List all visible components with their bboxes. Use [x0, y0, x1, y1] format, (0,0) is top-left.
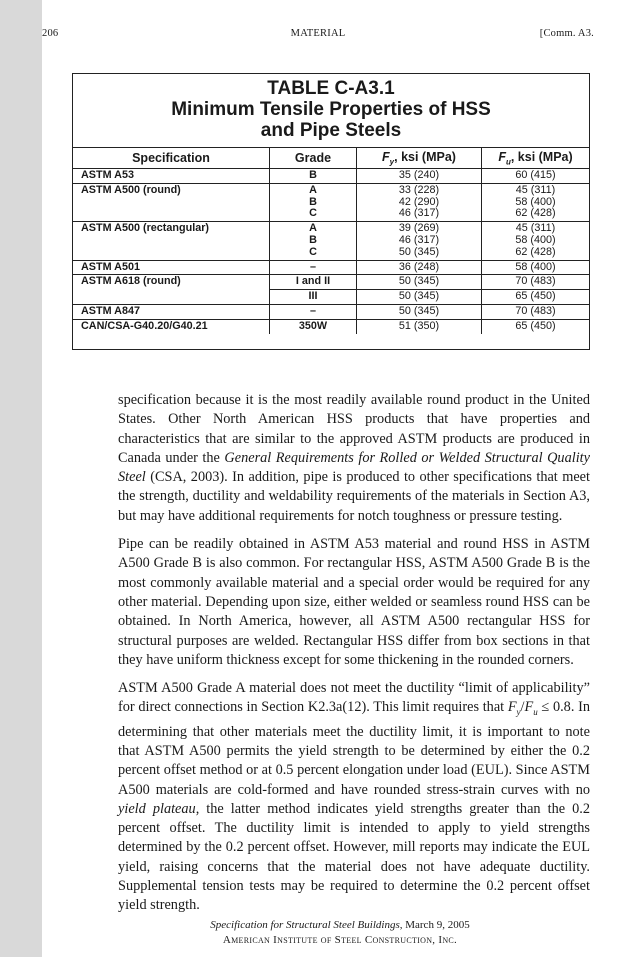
grade-cell: 350W [270, 319, 357, 333]
table-row [73, 304, 589, 319]
table-title-line: and Pipe Steels [260, 120, 402, 141]
paragraph: ASTM A500 Grade A material does not meet the ductility “limit of applicability” for direct connections in Section K2.3a(12). This limit requires that $F_y/F_u \le 0.8$. In determining that other materials meet the ductility limit, it is important to note that ASTM A500 permits the yield strength to be determined by either the 0.2 percent offset method or at 0.5 percent elongation under load (EUL). Since ASTM A500 materials are cold-formed and have rounded stress-strain curves with no yield plateau, the latter method indicates yield strengths greater than the 0.2 percent offset. The ductility limit is intended to apply to yield strengths determined by the 0.2 percent offset. However, mill reports may indicate the EUL yield, raising concerns that the material does not have adequate ductility. Supplemental tension tests may be required to determine the 0.2 percent offset yield strength. [118, 680, 590, 914]
page-number: 206 [42, 28, 59, 39]
column-header-fy: $F_y$, ksi (MPa) [357, 148, 482, 169]
fy-cell: 39 (269) 46 (317) 50 (345) [357, 222, 482, 260]
table-row [73, 183, 589, 221]
footer-publisher: American Institute of Steel Construction, Inc. [222, 934, 458, 946]
spec-cell: ASTM A53 [73, 169, 270, 184]
fy-cell: 33 (228) 42 (290) 46 (317) [357, 183, 482, 221]
table-row [73, 222, 589, 260]
fu-cell: 45 (311) 58 (400) 62 (428) [482, 183, 590, 221]
table-title-line: Minimum Tensile Properties of HSS [171, 99, 491, 120]
fy-cell: 50 (345) 50 (345) [357, 275, 482, 305]
paragraph: specification because it is the most readily available round product in the United States. Other North American HSS products that have properties and characteristics that are similar to the approved ASTM products are produced in Canada under the General Requirements for Rolled or Welded Structural Quality Steel (CSA, 2003). In addition, pipe is produced to other specifications that meet the strength, ductility and weldability requirements of the materials in Section A3, but may have additional requirements for notch toughness or pressure testing. [118, 392, 590, 524]
grade-cell: – [270, 260, 357, 275]
column-header-grade: Grade [270, 148, 357, 169]
fu-cell: 70 (483) [482, 304, 590, 319]
fu-cell: 58 (400) [482, 260, 590, 275]
table-header-row [73, 148, 589, 169]
fy-cell: 51 (350) [357, 319, 482, 333]
properties-table [73, 147, 589, 334]
section-title: MATERIAL [290, 28, 346, 39]
fu-cell: 65 (450) [515, 319, 556, 332]
footer-spec-line: Specification for Structural Steel Buildings, March 9, 2005 [210, 919, 470, 931]
page-footer [42, 918, 638, 948]
table-row [73, 260, 589, 275]
spec-cell: ASTM A500 (rectangular) [73, 222, 270, 260]
fu-cell: 60 (415) [482, 169, 590, 184]
column-header-specification: Specification [73, 148, 270, 169]
fy-cell: 35 (240) [357, 169, 482, 184]
section-reference: [Comm. A3. [539, 28, 594, 39]
fy-cell: 50 (345) [357, 304, 482, 319]
body-text [118, 391, 590, 925]
grade-cell: A B C [270, 183, 357, 221]
fy-cell: 36 (248) [357, 260, 482, 275]
grade-cell: A B C [270, 222, 357, 260]
spec-cell: ASTM A847 [73, 304, 270, 319]
spec-cell: CAN/CSA-G40.20/G40.21 [73, 319, 270, 333]
table-row [73, 169, 589, 184]
table-row [73, 319, 589, 333]
spec-cell: ASTM A618 (round) [73, 275, 270, 305]
spec-cell: ASTM A500 (round) [73, 183, 270, 221]
table-c-a3-1 [72, 73, 590, 350]
ductility-formula: $F_y/F_u \le 0.8$ [507, 699, 571, 718]
fu-cell: 45 (311) 58 (400) 62 (428) [482, 222, 590, 260]
grade-cell: – [270, 304, 357, 319]
table-title [73, 78, 589, 141]
paragraph: Pipe can be readily obtained in ASTM A53 material and round HSS in ASTM A500 Grade B is also common. For rectangular HSS, ASTM A500 Grade B is the most commonly available material and a special order would be required for any other material. Depending upon size, either welded or seamless round HSS can be obtained. In North America, however, all ASTM A500 rectangular HSS for structural purposes are welded. Rectangular HSS differ from box sections in that they have uniform thickness except for some thickening in the rounded corners. [118, 536, 590, 668]
spec-cell: ASTM A501 [73, 260, 270, 275]
table-row [73, 275, 589, 305]
fu-cell: 70 (483) 65 (450) [482, 275, 590, 305]
table-title-number: TABLE C-A3.1 [267, 78, 395, 99]
grade-cell: B [270, 169, 357, 184]
grade-cell: I and II III [270, 275, 357, 305]
column-header-fu: $F_u$, ksi (MPa) [482, 148, 590, 169]
